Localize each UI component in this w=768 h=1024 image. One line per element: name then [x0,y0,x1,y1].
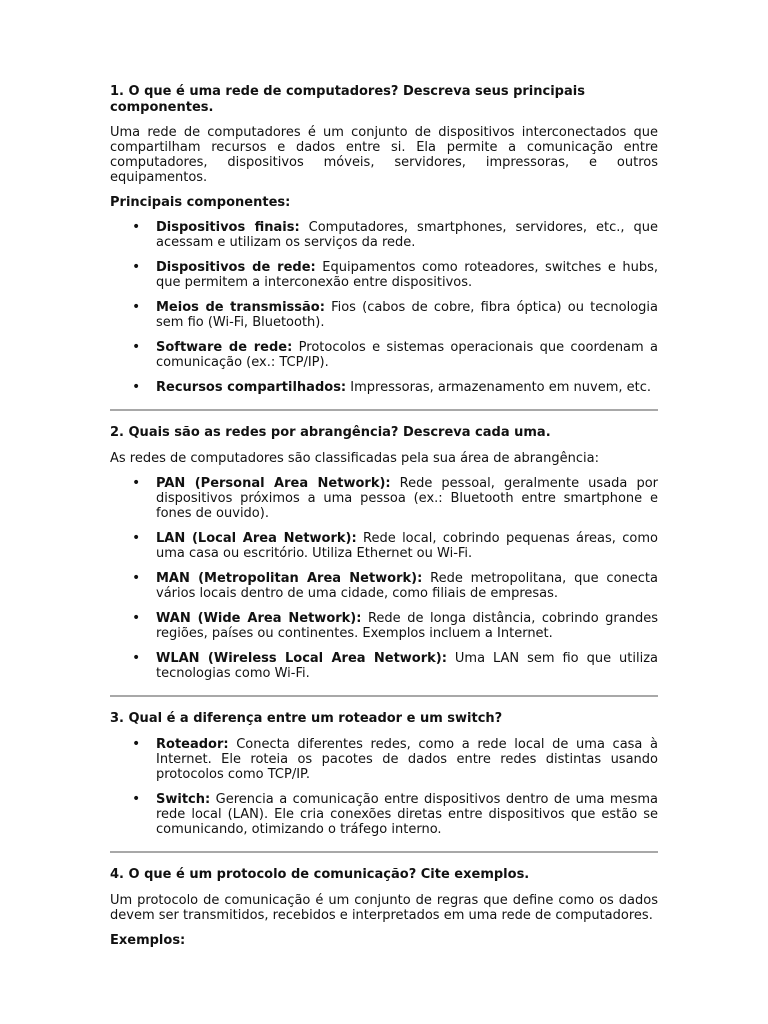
section-1-intro: Uma rede de computadores é um conjunto de dispositivos interconectados que compartilham recursos e dados entre si. Ela permite a comunicação entre computadores, dispositivos móveis, servidores, impressoras, e outros equipamentos. [110,125,658,185]
list-item [110,260,658,290]
section-4-intro: Um protocolo de comunicação é um conjunto de regras que define como os dados devem ser transmitidos, recebidos e interpretados em uma rede de computadores. [110,893,658,923]
section-2-title: 2. Quais são as redes por abrangência? Descreva cada uma. [110,425,551,440]
section-3 [110,711,658,837]
section-2 [110,425,658,681]
list-item [110,220,658,250]
item-text: Rede pessoal, geralmente usada por dispositivos próximos a uma pessoa (ex.: Bluetooth entre smartphone e fones de ouvido). [156,476,658,521]
section-2-list [110,476,658,681]
list-item [110,531,658,561]
list-item [110,792,658,837]
item-term: Switch: [156,792,211,807]
item-term: LAN (Local Area Network): [156,531,357,546]
list-item [110,737,658,782]
item-term: WLAN (Wireless Local Area Network): [156,651,447,666]
section-divider [110,409,658,411]
item-term: PAN (Personal Area Network): [156,476,391,491]
item-text: Impressoras, armazenamento em nuvem, etc. [346,380,652,395]
section-4 [110,867,658,948]
section-1-title: 1. O que é uma rede de computadores? Descreva seus principais componentes. [110,84,585,115]
section-1-list [110,220,658,395]
item-text: Gerencia a comunicação entre dispositivos dentro de uma mesma rede local (LAN). Ele cria conexões diretas entre dispositivos que estão se comunicando, otimizando o tráfego interno. [156,792,658,837]
list-item [110,476,658,521]
item-term: Dispositivos de rede: [156,260,316,275]
section-4-title: 4. O que é um protocolo de comunicação? Cite exemplos. [110,867,530,882]
list-item [110,571,658,601]
item-term: MAN (Metropolitan Area Network): [156,571,423,586]
list-item [110,340,658,370]
section-divider [110,695,658,697]
item-text: Rede de longa distância, cobrindo grandes regiões, países ou continentes. Exemplos incluem a Internet. [156,611,659,641]
list-item [110,380,658,395]
item-term: Recursos compartilhados: [156,380,347,395]
item-text: Fios (cabos de cobre, fibra óptica) ou tecnologia sem fio (Wi-Fi, Bluetooth). [156,300,658,330]
item-term: Roteador: [156,737,229,752]
section-3-title: 3. Qual é a diferença entre um roteador e um switch? [110,711,503,726]
item-text: Uma LAN sem fio que utiliza tecnologias como Wi-Fi. [156,651,658,681]
section-divider [110,851,658,853]
item-text: Rede metropolitana, que conecta vários locais dentro de uma cidade, como filiais de empresas. [156,571,658,601]
section-4-subheading: Exemplos: [110,933,186,948]
item-term: Software de rede: [156,340,293,355]
section-2-intro: As redes de computadores são classificadas pela sua área de abrangência: [110,451,599,466]
item-text: Computadores, smartphones, servidores, etc., que acessam e utilizam os serviços da rede. [156,220,658,250]
item-text: Protocolos e sistemas operacionais que coordenam a comunicação (ex.: TCP/IP). [156,340,658,370]
item-text: Equipamentos como roteadores, switches e hubs, que permitem a interconexão entre dispositivos. [156,260,658,290]
section-1-subheading: Principais componentes: [110,195,291,210]
list-item [110,300,658,330]
list-item [110,611,658,641]
section-1 [110,84,658,395]
item-term: Meios de transmissão: [156,300,325,315]
item-text: Conecta diferentes redes, como a rede local de uma casa à Internet. Ele roteia os pacotes de dados entre redes distintas usando protocolos como TCP/IP. [156,737,658,782]
section-3-list [110,737,658,837]
item-term: Dispositivos finais: [156,220,300,235]
list-item [110,651,658,681]
item-term: WAN (Wide Area Network): [156,611,362,626]
item-text: Rede local, cobrindo pequenas áreas, como uma casa ou escritório. Utiliza Ethernet ou Wi-Fi. [156,531,658,561]
